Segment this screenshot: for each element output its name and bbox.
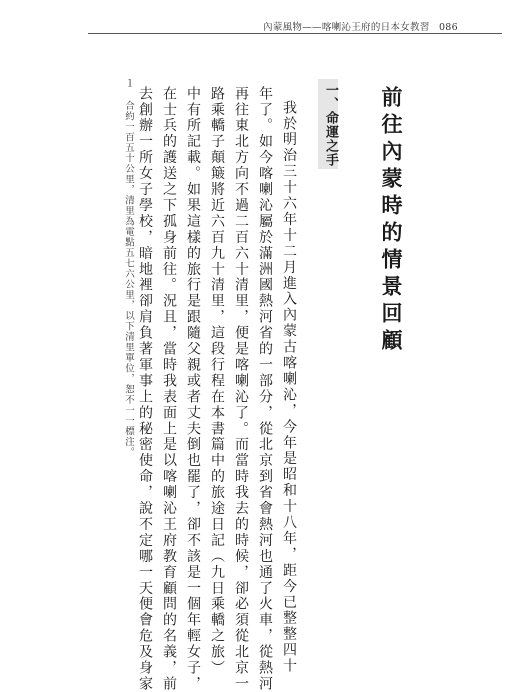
section-heading: 一、命運之手: [323, 83, 338, 167]
running-title: 內蒙風物——喀喇沁王府的日本女教習: [263, 22, 430, 33]
body-column-7: 去創辦一所女子學校，暗地裡卻肩負著軍事上的秘密使命，說不定哪一天便會危及身家: [137, 86, 153, 692]
chapter-title: 前往內蒙時的情景回顧: [379, 86, 404, 356]
body-column-4: 路乘轎子顛簸將近六百九十清里，這段行程在本書篇中的旅途日記（九日乘轎之旅）: [209, 86, 225, 677]
body-column-6: 在士兵的護送之下孤身前往。況且，當時我表面上是以喀喇沁王府教育顧問的名義，前: [161, 86, 177, 692]
header-rule: [88, 33, 502, 34]
running-head: [263, 19, 458, 33]
footnote: １ 合約一百五十公里，清里為電點五七六公里，以下清里單位，恕不一一標注。: [123, 78, 134, 458]
body-column-2: 年了。如今喀喇沁屬於滿洲國熱河省的一部分，從北京到省會熱河也通了火車，從熱河: [257, 86, 273, 692]
page-number: 086: [438, 22, 458, 33]
body-column-1: 我於明治三十六年十二月進入內蒙古喀喇沁，今年是昭和十八年，距今已整整四十: [281, 100, 297, 675]
body-column-3: 再往東北方向不過二百六十清里，便是喀喇沁了。而當時我去的時候，卻必須從北京一: [233, 86, 249, 692]
body-column-5: 中有所記載。如果這樣的旅行是跟隨父親或者丈夫倒也罷了，卻不該是一個年輕女子，: [185, 86, 201, 692]
